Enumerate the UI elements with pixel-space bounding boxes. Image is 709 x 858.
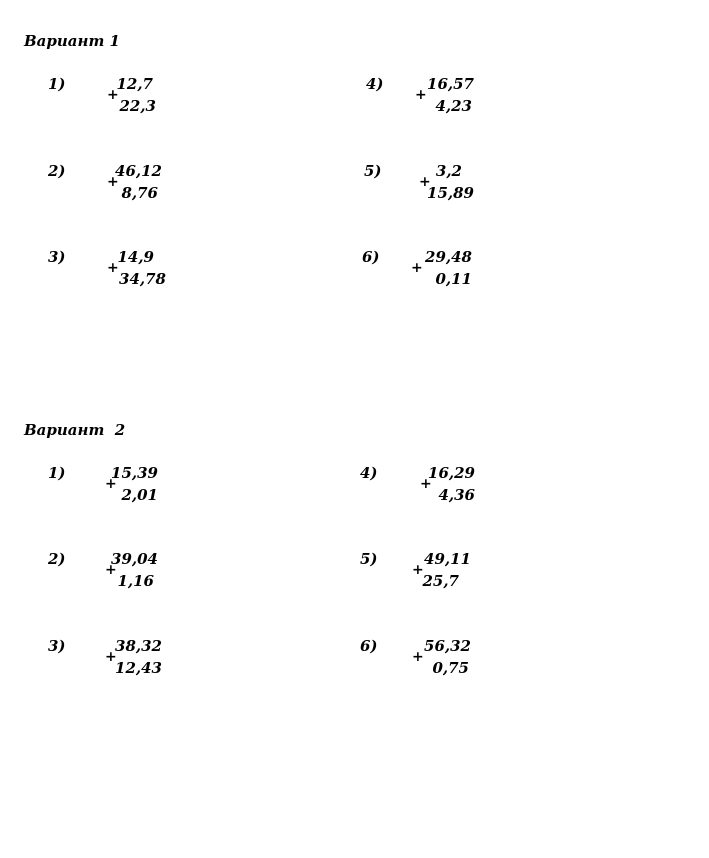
problem-v1-1 <box>48 73 248 119</box>
problem-number: 2) <box>48 550 66 568</box>
second-addend: 2,01 <box>121 486 158 504</box>
problem-v1-5 <box>364 160 564 206</box>
problem-number: 6) <box>362 248 380 266</box>
variant-1-title: Вариант 1 <box>24 32 120 50</box>
second-addend: 15,89 <box>427 184 474 202</box>
problem-number: 3) <box>48 637 66 655</box>
first-addend: 38,32 <box>115 637 162 655</box>
first-addend: 16,57 <box>427 75 474 93</box>
plus-sign: + <box>420 476 432 492</box>
problem-v1-6 <box>362 246 562 292</box>
problem-number: 4) <box>366 75 384 93</box>
second-addend: 0,75 <box>432 659 469 677</box>
problem-number: 4) <box>360 464 378 482</box>
addend-stack <box>415 462 475 506</box>
problem-v2-1 <box>48 462 248 508</box>
addend-stack <box>106 246 166 290</box>
plus-sign: + <box>105 649 117 665</box>
plus-sign: + <box>412 562 424 578</box>
addend-stack <box>102 635 162 679</box>
first-addend: 39,04 <box>111 550 158 568</box>
second-addend: 25,7 <box>422 572 459 590</box>
second-addend: 8,76 <box>121 184 158 202</box>
first-addend: 46,12 <box>115 162 162 180</box>
problem-v2-3 <box>48 635 248 681</box>
problem-number: 5) <box>364 162 382 180</box>
problem-v2-4 <box>360 462 560 508</box>
addend-stack <box>414 160 474 204</box>
addend-stack <box>98 548 158 592</box>
plus-sign: + <box>105 562 117 578</box>
plus-sign: + <box>412 649 424 665</box>
problem-v2-5 <box>360 548 560 594</box>
first-addend: 56,32 <box>424 637 471 655</box>
problem-v1-3 <box>48 246 248 292</box>
variant-2-title: Вариант 2 <box>24 421 126 439</box>
first-addend: 49,11 <box>424 550 471 568</box>
plus-sign: + <box>419 174 431 190</box>
first-addend: 16,29 <box>428 464 475 482</box>
plus-sign: + <box>415 87 427 103</box>
plus-sign: + <box>107 174 119 190</box>
first-addend: 29,48 <box>425 248 472 266</box>
first-addend: 15,39 <box>111 464 158 482</box>
second-addend: 0,11 <box>435 270 472 288</box>
problem-number: 1) <box>48 464 66 482</box>
plus-sign: + <box>105 476 117 492</box>
addend-stack <box>94 73 154 117</box>
addend-stack <box>411 548 471 592</box>
problem-number: 3) <box>48 248 66 266</box>
problem-v1-2 <box>48 160 248 206</box>
addend-stack <box>98 462 158 506</box>
addend-stack <box>412 246 472 290</box>
first-addend: 14,9 <box>117 248 154 266</box>
problem-number: 2) <box>48 162 66 180</box>
problem-number: 1) <box>48 75 66 93</box>
second-addend: 1,16 <box>117 572 154 590</box>
second-addend: 4,36 <box>438 486 475 504</box>
second-addend: 22,3 <box>119 97 156 115</box>
first-addend: 12,7 <box>116 75 153 93</box>
second-addend: 4,23 <box>435 97 472 115</box>
second-addend: 34,78 <box>119 270 166 288</box>
problem-number: 5) <box>360 550 378 568</box>
addend-stack <box>414 73 474 117</box>
problem-number: 6) <box>360 637 378 655</box>
addend-stack <box>411 635 471 679</box>
second-addend: 12,43 <box>115 659 162 677</box>
plus-sign: + <box>107 87 119 103</box>
plus-sign: + <box>107 260 119 276</box>
addend-stack <box>102 160 162 204</box>
plus-sign: + <box>411 260 423 276</box>
problem-v2-2 <box>48 548 248 594</box>
problem-v1-4 <box>366 73 566 119</box>
problem-v2-6 <box>360 635 560 681</box>
first-addend: 3,2 <box>435 162 462 180</box>
